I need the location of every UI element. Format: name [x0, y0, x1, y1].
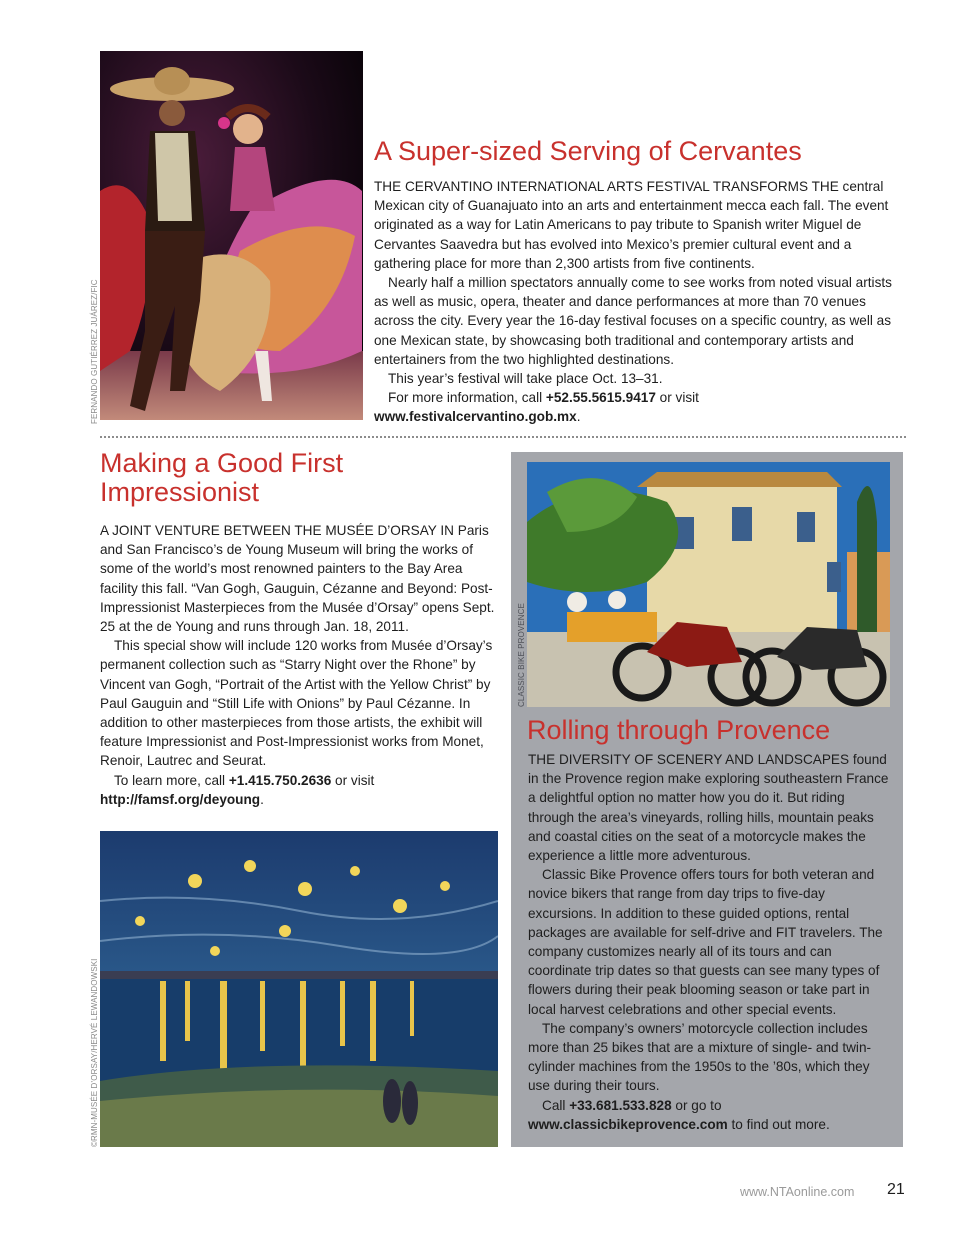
section-divider	[100, 436, 906, 438]
footer-website[interactable]: www.NTAonline.com	[740, 1185, 855, 1199]
article-paragraph: Nearly half a million spectators annually come to see works from noted visual artists as well as music, opera, theater and dance performances at more than 70 venues across the city. Every year the 16-day festival focuses on a specific country, as well as one Mexican state, by showcasing both traditional and contemporary artists and entertainers from the two highlighted destinations.	[374, 275, 892, 367]
starry-night-painting	[100, 831, 498, 1147]
article-paragraph: This special show will include 120 works from Musée d’Orsay’s permanent collection such as “Starry Night over the Rhone” by Vincent van Gogh, “Portrait of the Artist with the Yellow Christ” by Paul Gauguin and “Still Life with Onions” by Paul Cézanne. In addition to other masterpieces from those artists, the exhibit will feature Impressionist and Post-Impressionist works from Monet, Renoir, Lautrec and Seurat.	[100, 638, 493, 769]
website-link[interactable]: www.festivalcervantino.gob.mx	[374, 409, 577, 425]
article-paragraph: Classic Bike Provence offers tours for both veteran and novice bikers that range from day trips to five-day excursions. In addition to these guided options, rental packages are available for self-drive and FIT travelers. The company customizes nearly all of its tours and can coordinate trip dates so that guests can see many types of flowers during their peak blooming season or take part in local harvest celebrations and other special events.	[528, 867, 883, 1017]
phone-number: +52.55.5615.9417	[545, 390, 656, 406]
photo-credit: CLASSIC BIKE PROVENCE	[517, 603, 526, 707]
article-paragraph: This year’s festival will take place Oct. 13–31.	[388, 371, 663, 387]
dancers-photo	[100, 51, 363, 420]
article-title: A Super-sized Serving of Cervantes	[374, 136, 802, 166]
phone-number: +1.415.750.2636	[228, 772, 332, 788]
photo-credit: ©RMN-MUSÉE D’ORSAY/HERVÉ LEWANDOWSKI	[90, 958, 99, 1147]
website-link[interactable]: www.classicbikeprovence.com	[528, 1116, 728, 1132]
website-link[interactable]: http://famsf.org/deyoung	[100, 791, 261, 807]
article-lead: A JOINT VENTURE BETWEEN THE MUSÉE D’ORSAY IN Paris and San Francisco’s de Young Museum will bring the works of some of the world’s most renowned painters to the Bay Area facility this fall. “Van Gogh, Gauguin, Cézanne and Beyond: Post-Impressionist Masterpieces from the Musée d’Orsay” opens Sept. 25 at the de Young and runs through Jan. 18, 2011.	[100, 523, 495, 635]
phone-number: +33.681.533.828	[569, 1097, 672, 1113]
contact-line: To learn more, call +1.415.750.2636 or visit http://famsf.org/deyoung.	[100, 772, 375, 807]
article-lead: THE DIVERSITY OF SCENERY AND LANDSCAPES found in the Provence region make exploring southeastern France a delightful option no matter how you do it. But riding through the area’s vineyards, rolling hills, mountain peaks and coastal cities on the seat of a motorcycle makes the experience a little more adventurous.	[528, 752, 889, 864]
contact-line: Call +33.681.533.828 or go to www.classicbikeprovence.com to find out more.	[528, 1097, 830, 1132]
article-title: Making a Good First Impressionist	[100, 448, 344, 507]
article-body	[528, 750, 894, 1134]
article-body	[374, 177, 904, 427]
article-lead: THE CERVANTINO INTERNATIONAL ARTS FESTIVAL TRANSFORMS THE central Mexican city of Guanajuato into an arts and entertainment mecca each fall. The event originated as a way for Latin Americans to pay tribute to Spanish writer Miguel de Cervantes Saavedra but has evolved into Mexico’s premier cultural event and a gathering place for more than 2,300 artists from five continents.	[374, 179, 889, 271]
article-body	[100, 521, 498, 809]
article-title: Rolling through Provence	[527, 715, 831, 745]
article-paragraph: The company’s owners’ motorcycle collection includes more than 25 bikes that are a mixture of single- and twin-cylinder machines from the 1950s to the ’80s, which they use during their tours.	[528, 1020, 872, 1094]
motorcycles-photo	[527, 462, 890, 707]
photo-credit: FERNANDO GUTIÉRREZ JUÁREZ/FIC	[90, 279, 99, 424]
contact-line: For more information, call +52.55.5615.9417 or visit www.festivalcervantino.gob.mx.	[374, 390, 699, 425]
page-number: 21	[887, 1181, 905, 1198]
